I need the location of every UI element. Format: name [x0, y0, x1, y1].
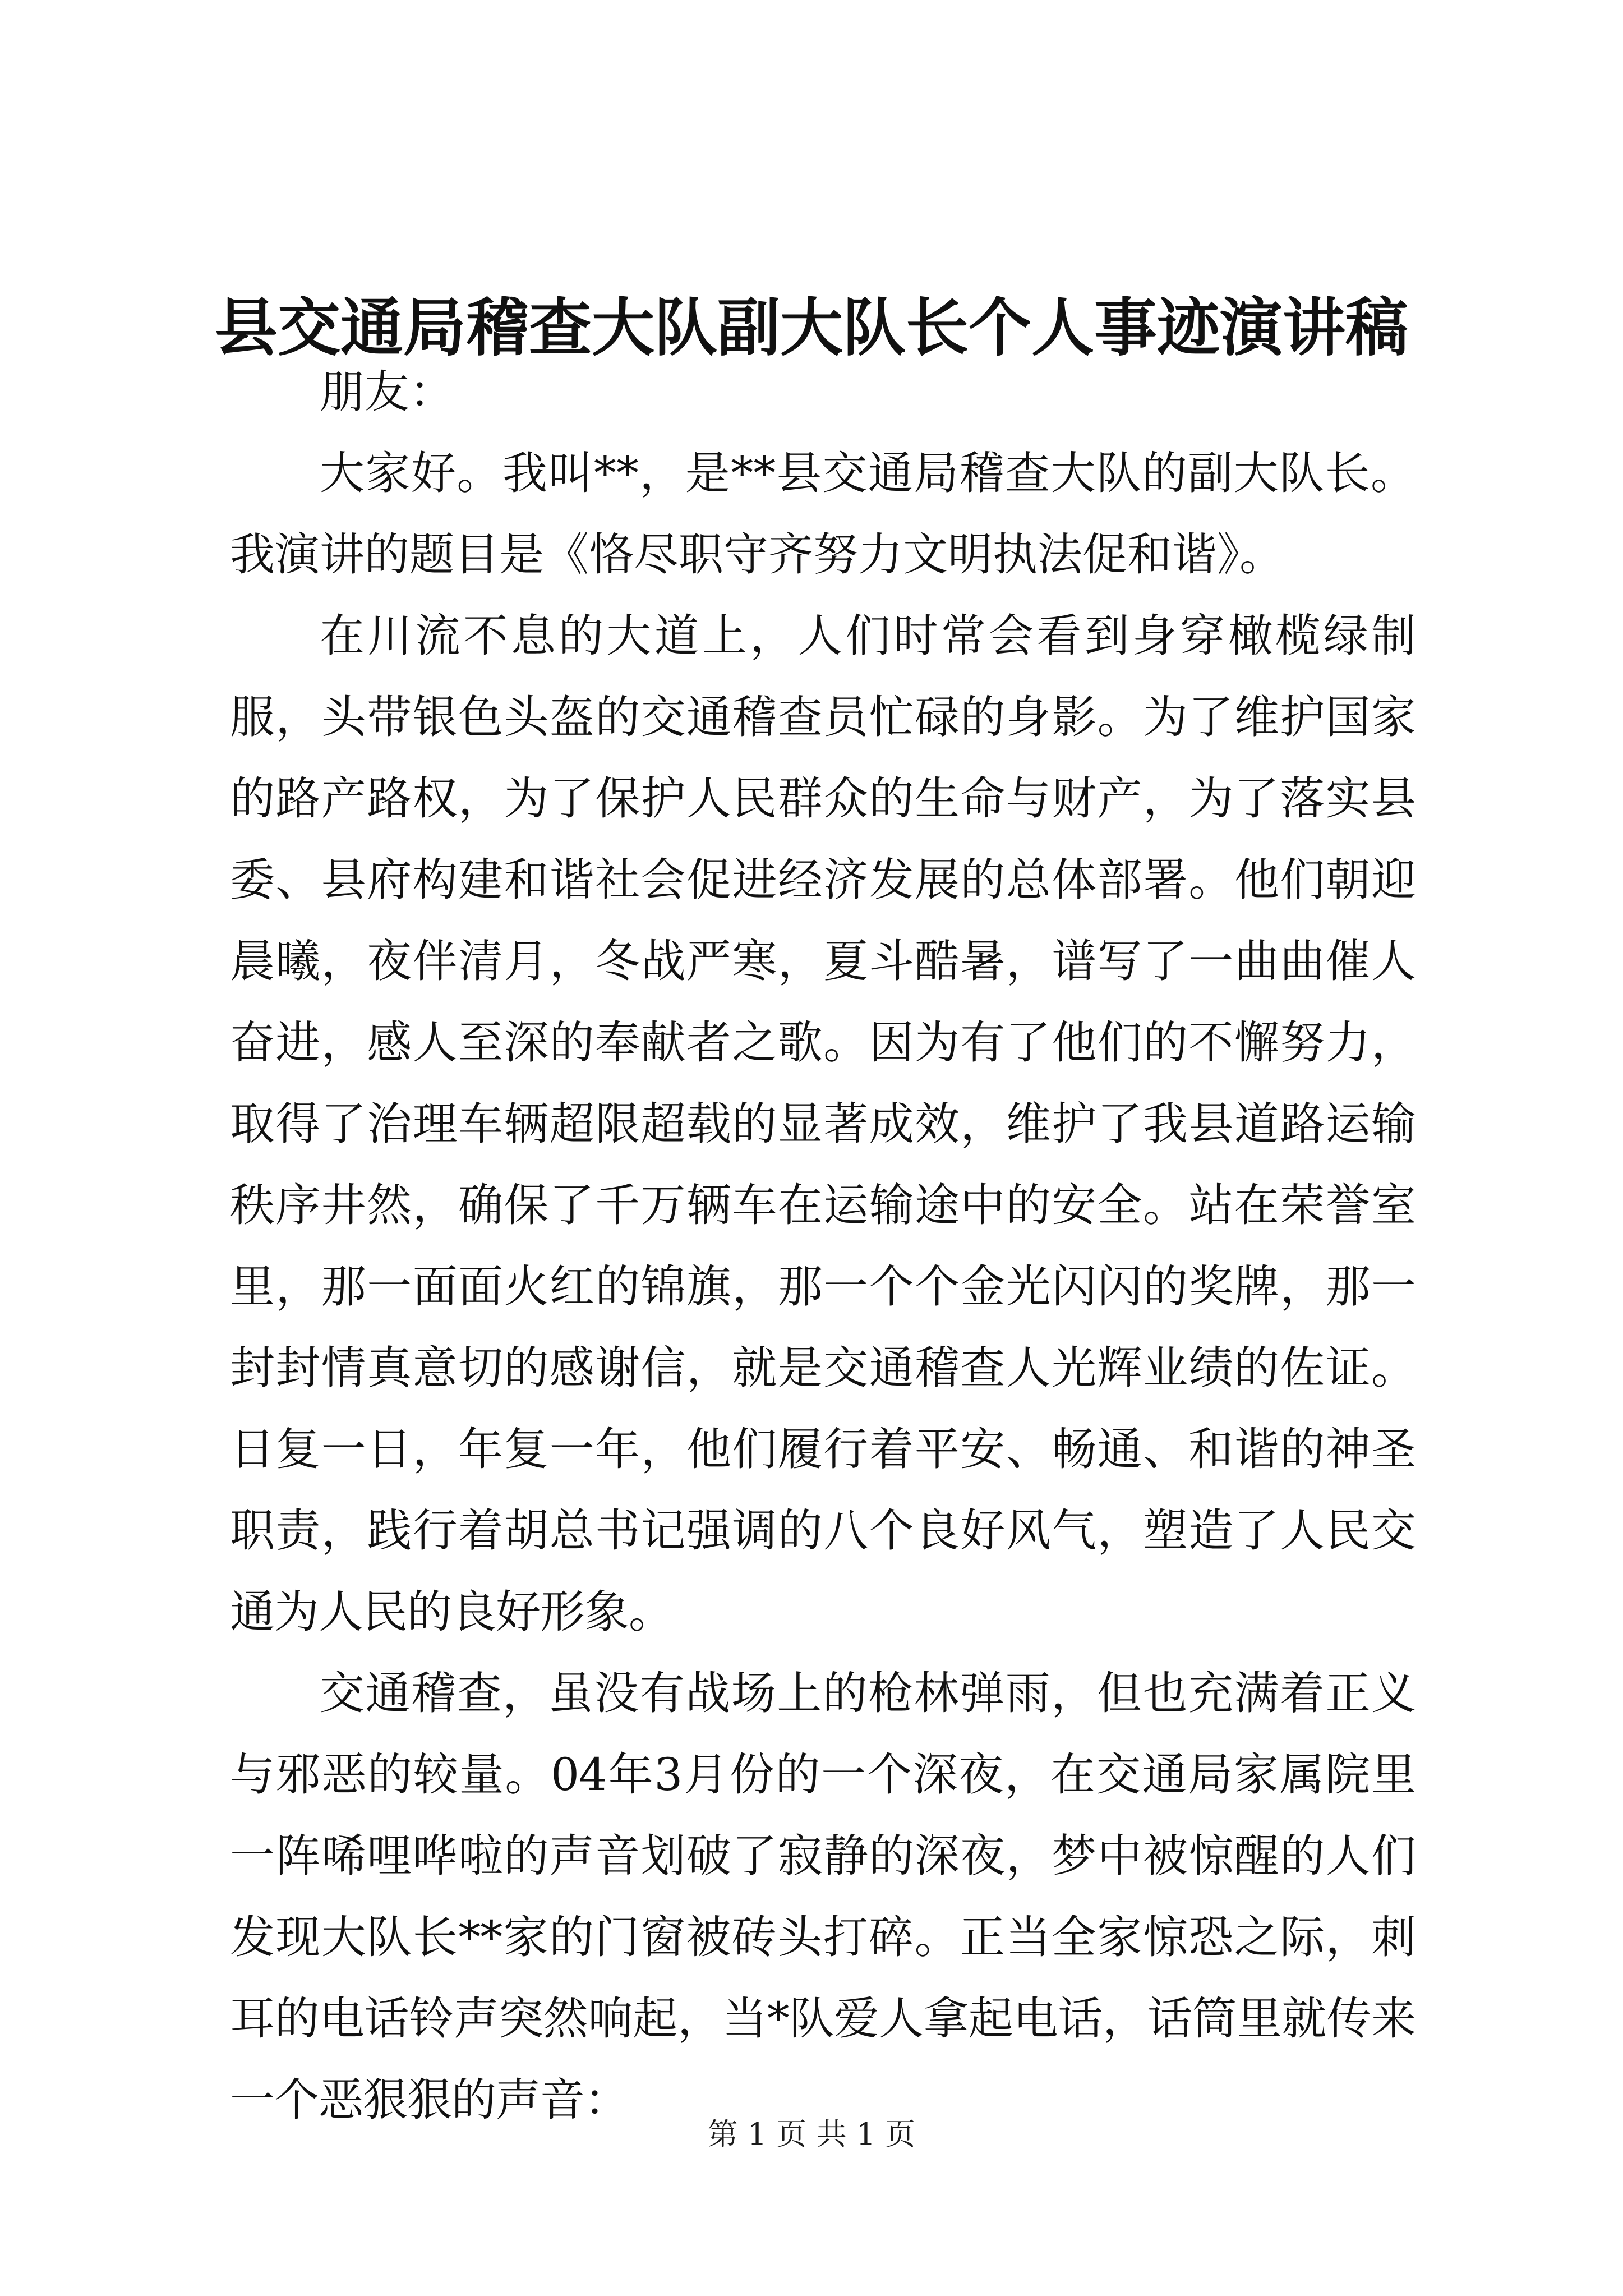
- salutation-paragraph: 朋友：: [320, 366, 454, 418]
- document-title: 县交通局稽查大队副大队长个人事迹演讲稿: [215, 291, 1408, 365]
- intro-paragraph: 大家好。我叫**，是**县交通局稽查大队的副大队长。我演讲的题目是《恪尽职守齐努力文明执法促和谐》。: [230, 447, 1415, 581]
- body-paragraph-incident: 交通稽查，虽没有战场上的枪林弹雨，但也充满着正义与邪恶的较量。04年3月份的一个深夜，在交通局家属院里一阵唏哩哗啦的声音划破了寂静的深夜，梦中被惊醒的人们发现大队长**家的门窗被砖头打碎。正当全家惊恐之际，刺耳的电话铃声突然响起，当*队爱人拿起电话，话筒里就传来一个恶狠狠的声音：: [230, 1667, 1415, 2126]
- document-body: [230, 351, 1415, 2141]
- page-number-footer: 第 1 页 共 1 页: [707, 2116, 916, 2152]
- body-paragraph-inspectors: 在川流不息的大道上，人们时常会看到身穿橄榄绿制服，头带银色头盔的交通稽查员忙碌的身影。为了维护国家的路产路权，为了保护人民群众的生命与财产，为了落实县委、县府构建和谐社会促进经济发展的总体部署。他们朝迎晨曦，夜伴清月，冬战严寒，夏斗酷暑，谱写了一曲曲催人奋进，感人至深的奉献者之歌。因为有了他们的不懈努力，取得了治理车辆超限超载的显著成效，维护了我县道路运输秩序井然，确保了千万辆车在运输途中的安全。站在荣誉室里，那一面面火红的锦旗，那一个个金光闪闪的奖牌，那一封封情真意切的感谢信，就是交通稽查人光辉业绩的佐证。日复一日，年复一年，他们履行着平安、畅通、和谐的神圣职责，践行着胡总书记强调的八个良好风气，塑造了人民交通为人民的良好形象。: [230, 610, 1415, 1638]
